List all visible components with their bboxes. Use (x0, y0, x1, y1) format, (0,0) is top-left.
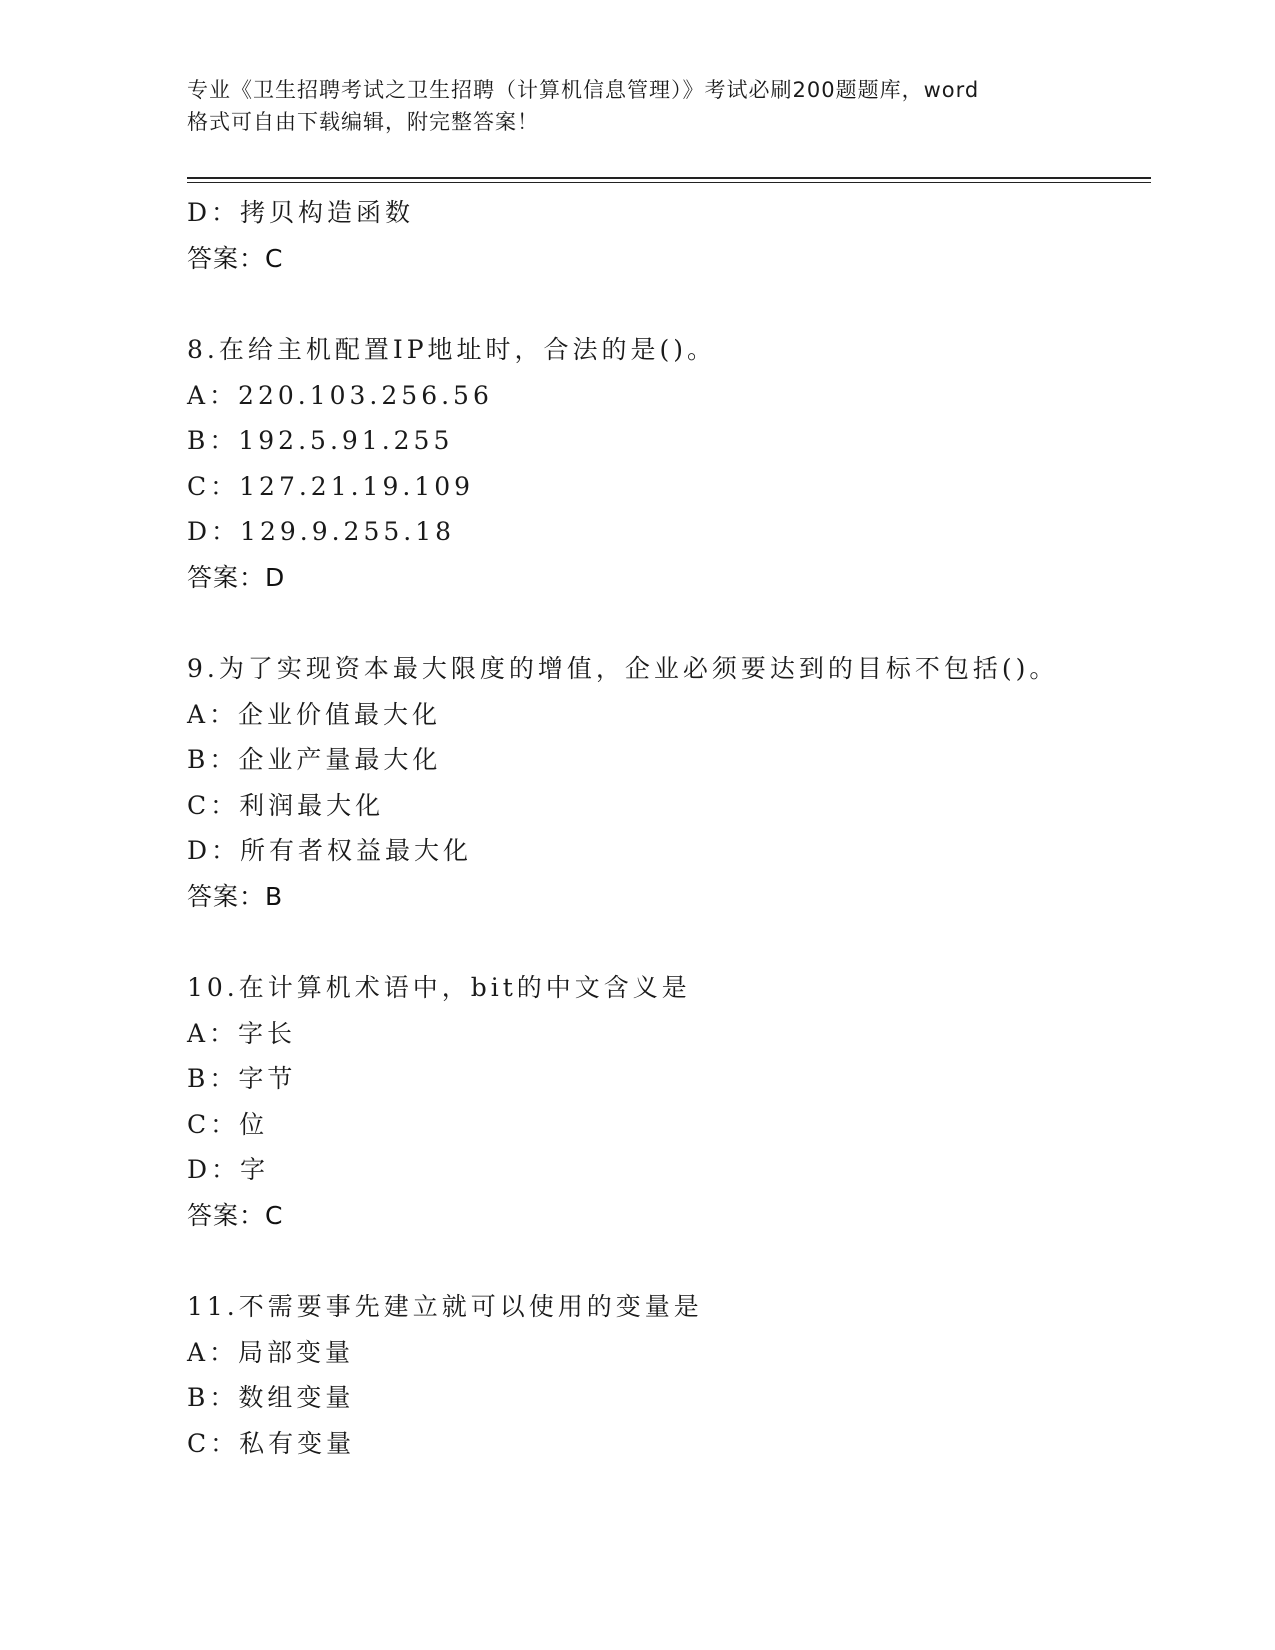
question-block-8 (187, 327, 1147, 600)
question-text: 8.在给主机配置IP地址时，合法的是()。 (187, 335, 717, 364)
question-block-11 (187, 1284, 1147, 1466)
option-a: A：局部变量 (187, 1337, 355, 1367)
header-divider-thin (187, 182, 1151, 183)
spacer (187, 281, 1147, 327)
answer-line: 答案：D (187, 562, 286, 592)
option-c: C：127.21.19.109 (187, 471, 475, 501)
header-title-line-2: 格式可自由下载编辑，附完整答案！ (187, 110, 539, 134)
question-text: 11.不需要事先建立就可以使用的变量是 (187, 1292, 703, 1321)
option-b: B：数组变量 (187, 1383, 355, 1412)
option-a: A：字长 (187, 1018, 297, 1048)
option-d: D：所有者权益最大化 (187, 836, 473, 865)
document-header (187, 74, 1087, 138)
answer-line: 答案：C (187, 1200, 284, 1230)
header-divider (187, 177, 1151, 179)
header-title-line-1: 专业《卫生招聘考试之卫生招聘（计算机信息管理）》考试必刷200题题库，word (187, 78, 980, 102)
question-block-7-tail (187, 190, 1147, 281)
question-block-10 (187, 965, 1147, 1238)
option-b: B：192.5.91.255 (187, 426, 454, 455)
question-text: 10.在计算机术语中，bit的中文含义是 (187, 973, 691, 1002)
question-block-9 (187, 646, 1147, 919)
spacer (187, 1238, 1147, 1284)
option-c: C：私有变量 (187, 1428, 356, 1458)
answer-line: 答案：B (187, 881, 284, 911)
question-list (187, 190, 1147, 1466)
option-c: C：利润最大化 (187, 790, 385, 820)
option-b: B：字节 (187, 1064, 297, 1093)
option-a: A：企业价值最大化 (187, 699, 442, 729)
option-d: D：129.9.255.18 (187, 517, 456, 546)
option-c: C：位 (187, 1109, 269, 1139)
spacer (187, 600, 1147, 646)
spacer (187, 919, 1147, 965)
option-b: B：企业产量最大化 (187, 745, 442, 774)
question-text: 9.为了实现资本最大限度的增值，企业必须要达到的目标不包括()。 (187, 654, 1059, 683)
option-d: D：字 (187, 1155, 270, 1184)
option-d: D：拷贝构造函数 (187, 198, 415, 227)
option-a: A：220.103.256.56 (187, 380, 493, 410)
answer-line: 答案：C (187, 243, 284, 273)
